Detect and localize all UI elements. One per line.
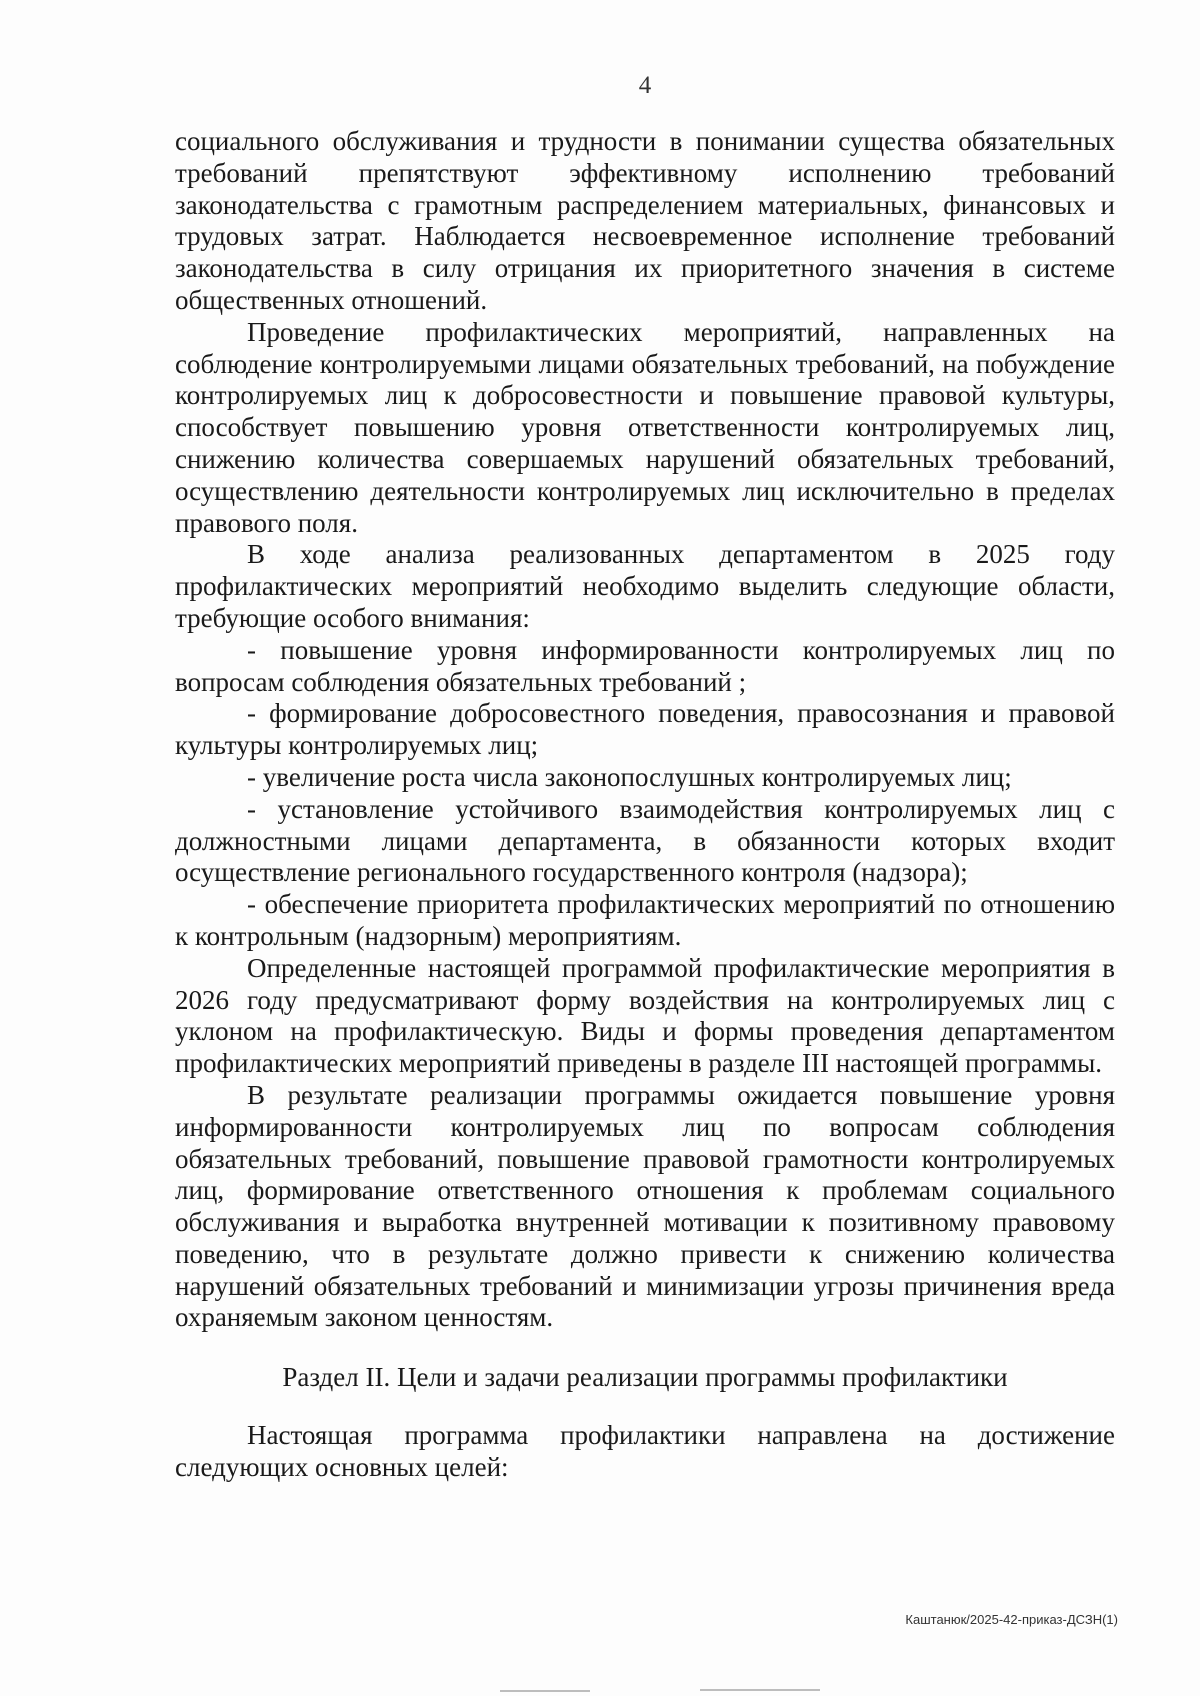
document-body: [175, 126, 1115, 1484]
document-footer-code: Каштанюк/2025-42-приказ-ДСЗН(1): [905, 1612, 1118, 1627]
list-item-interaction: - установление устойчивого взаимодействия контролируемых лиц с должностными лицами департамента, в обязанности которых входит осуществление регионального государственного контроля (надзора);: [175, 793, 1115, 888]
list-item-awareness: - повышение уровня информированности контролируемых лиц по вопросам соблюдения обязательных требований ;: [175, 634, 1115, 697]
paragraph-prevention-measures: Проведение профилактических мероприятий, направленных на соблюдение контролируемыми лицами обязательных требований, на побуждение контролируемых лиц к добросовестности и повышение правовой культуры, способствует повышению уровня ответственности контролируемых лиц, снижению количества совершаемых нарушений обязательных требований, осуществлению деятельности контролируемых лиц исключительно в пределах правового поля.: [175, 316, 1115, 538]
paragraph-continuation: социального обслуживания и трудности в понимании существа обязательных требований препятствуют эффективному исполнению требований законодательства с грамотным распределением материальных, финансовых и трудовых затрат. Наблюдается несвоевременное исполнение требований законодательства в силу отрицания их приоритетного значения в системе общественных отношений.: [175, 126, 1115, 315]
paragraph-2026-measures: Определенные настоящей программой профилактические мероприятия в 2026 году предусматривают форму воздействия на контролируемых лиц с уклоном на профилактическую. Виды и формы проведения департаментом профилактических мероприятий приведены в разделе III настоящей программы.: [175, 952, 1115, 1079]
page-number: 4: [638, 72, 652, 99]
scan-artifact-line: [700, 1689, 820, 1691]
list-item-behavior: - формирование добросовестного поведения, правосознания и правовой культуры контролируемых лиц;: [175, 698, 1115, 761]
scan-artifact-line: [500, 1690, 590, 1692]
list-item-priority: - обеспечение приоритета профилактических мероприятий по отношению к контрольным (надзорным) мероприятиям.: [175, 889, 1115, 951]
list-item-law-abiding: - увеличение роста числа законопослушных контролируемых лиц;: [247, 761, 1012, 792]
paragraph-program-goals: Настоящая программа профилактики направлена на достижение следующих основных целей:: [175, 1420, 1115, 1482]
section-heading: Раздел II. Цели и задачи реализации программы профилактики: [282, 1362, 1008, 1393]
paragraph-expected-results: В результате реализации программы ожидается повышение уровня информированности контролируемых лиц по вопросам соблюдения обязательных требований, повышение правовой грамотности контролируемых лиц, формирование ответственного отношения к проблемам социального обслуживания и выработка внутренней мотивации к позитивному правовому поведению, что в результате должно привести к снижению количества нарушений обязательных требований и минимизации угрозы причинения вреда охраняемым законом ценностям.: [175, 1079, 1115, 1333]
paragraph-analysis-intro: В ходе анализа реализованных департаментом в 2025 году профилактических мероприятий необходимо выделить следующие области, требующие особого внимания:: [175, 539, 1115, 633]
